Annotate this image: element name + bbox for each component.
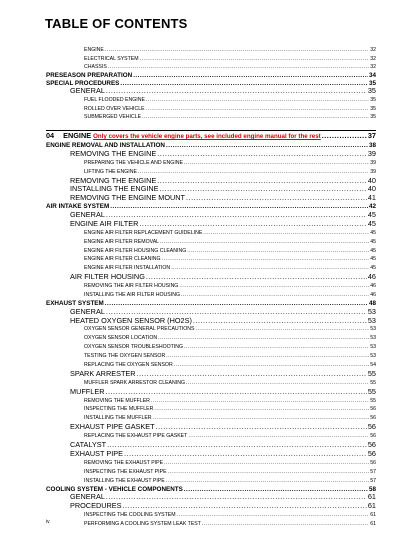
toc-entry-label: REMOVING THE MUFFLER — [84, 397, 150, 404]
toc-entry-page: 32 — [370, 55, 376, 62]
toc-entry-label: INSPECTING THE MUFFLER — [84, 406, 154, 413]
toc-entry-label: OXYGEN SENSOR TROUBLESHOOTING — [84, 344, 184, 351]
toc-entry-page: 61 — [370, 520, 376, 527]
toc-entry-label: PROCEDURES — [70, 502, 122, 511]
toc-entry-page: 53 — [370, 353, 376, 360]
toc-entry-page: 35 — [367, 87, 376, 96]
toc-entry-label: ELECTRICAL SYSTEM — [84, 55, 139, 62]
leader-dots — [124, 450, 367, 459]
toc-entry[interactable] — [46, 177, 376, 186]
toc-entry[interactable] — [46, 220, 376, 229]
toc-entry-label: REPLACING THE EXHAUST PIPE GASKET — [84, 433, 188, 440]
leader-dots — [168, 468, 370, 477]
toc-entry[interactable] — [46, 325, 376, 334]
toc-entry-page: 39 — [370, 168, 376, 175]
leader-dots — [160, 238, 369, 247]
toc-entry-label: ROLLED OVER VEHICLE — [84, 105, 145, 112]
toc-entry[interactable] — [46, 520, 376, 529]
toc-entry[interactable] — [46, 450, 376, 459]
toc-entry-page: 40 — [367, 176, 376, 185]
toc-entry-page: 35 — [370, 105, 376, 112]
toc-entry-label: AIR FILTER HOUSING — [70, 273, 145, 282]
toc-entry-page: 58 — [368, 485, 376, 493]
leader-dots — [105, 46, 369, 55]
toc-entry-label: ENGINE AIR FILTER REPLACEMENT GUIDELINE — [84, 229, 203, 236]
toc-entry[interactable] — [46, 168, 376, 177]
toc-entry[interactable] — [46, 423, 376, 432]
toc-entry[interactable] — [46, 150, 376, 159]
page-number-footer: iv — [46, 519, 50, 525]
toc-entry-label: ENGINE AIR FILTER — [70, 219, 139, 228]
toc-entry-label: MUFFLER — [70, 387, 105, 396]
toc-entry[interactable] — [46, 502, 376, 511]
toc-entry-label: TESTING THE OXYGEN SENSOR — [84, 353, 166, 360]
leader-dots — [166, 477, 370, 486]
toc-entry-label: ENGINE AIR FILTER HOUSING CLEANING — [84, 247, 187, 254]
toc-entry-page: 53 — [370, 326, 376, 333]
toc-entry-label: SUBMERGED VEHICLE — [84, 114, 142, 121]
toc-entry-label: REMOVING THE ENGINE — [70, 176, 157, 185]
toc-entry-label: INSTALLING THE EXHAUST PIPE — [84, 477, 165, 484]
toc-entry-label: REMOVING THE ENGINE MOUNT — [70, 194, 186, 203]
leader-dots — [142, 113, 369, 122]
toc-entry-page: 42 — [368, 203, 376, 211]
toc-entry[interactable] — [46, 211, 376, 220]
leader-dots — [188, 432, 369, 441]
toc-entry-page: 32 — [370, 64, 376, 71]
toc-entry[interactable] — [46, 308, 376, 317]
toc-entry-label: PREPARING THE VEHICLE AND ENGINE — [84, 159, 183, 166]
leader-dots — [160, 185, 367, 194]
toc-chapter-heading[interactable] — [46, 130, 376, 142]
chapter-divider — [46, 130, 376, 131]
toc-entry-page: 56 — [370, 406, 376, 413]
toc-entry[interactable] — [46, 317, 376, 326]
leader-dots — [184, 159, 369, 168]
toc-entry[interactable] — [46, 493, 376, 502]
leader-dots — [166, 142, 368, 150]
toc-entry[interactable] — [46, 343, 376, 352]
leader-dots — [177, 511, 370, 520]
toc-entry-label: SPECIAL PROCEDURES — [46, 79, 120, 87]
leader-dots — [186, 379, 369, 388]
toc-entry[interactable] — [46, 459, 376, 468]
leader-dots — [133, 72, 368, 80]
toc-entry-page: 53 — [370, 344, 376, 351]
toc-entry[interactable] — [46, 300, 376, 308]
leader-dots — [156, 423, 367, 432]
toc-entry-label: GENERAL — [70, 87, 105, 96]
toc-entry[interactable] — [46, 370, 376, 379]
leader-dots — [174, 361, 370, 370]
toc-entry-page: 56 — [367, 441, 376, 450]
toc-entry-label: OXYGEN SENSOR GENERAL PRECAUTIONS — [84, 326, 195, 333]
toc-entry-label: COOLING SYSTEM - VEHICLE COMPONENTS — [46, 485, 183, 493]
toc-entry[interactable] — [46, 511, 376, 520]
toc-entry-page: 56 — [370, 433, 376, 440]
toc-entry-label: MUFFLER SPARK ARRESTOR CLEANING — [84, 379, 185, 386]
toc-entry-page: 40 — [367, 185, 376, 194]
toc-entry[interactable] — [46, 229, 376, 238]
toc-entry[interactable] — [46, 105, 376, 114]
leader-dots — [158, 334, 369, 343]
toc-entry-page: 53 — [367, 316, 376, 325]
toc-entry[interactable] — [46, 194, 376, 203]
leader-dots — [184, 486, 368, 494]
leader-dots — [139, 220, 366, 229]
chapter-note: Only covers the vehicle engine parts, see included engine manual for the rest — [93, 133, 321, 141]
toc-entry-label: REMOVING THE ENGINE — [70, 149, 157, 158]
toc-entry-page: 35 — [370, 114, 376, 121]
chapter-number: 04 — [46, 131, 55, 141]
leader-dots — [105, 300, 368, 308]
toc-entry[interactable] — [46, 379, 376, 388]
toc-entry-page: 56 — [367, 449, 376, 458]
leader-dots — [151, 397, 369, 406]
toc-entry-page: 57 — [370, 468, 376, 475]
toc-entry-label: INSPECTING THE EXHAUST PIPE — [84, 468, 167, 475]
toc-entry-label: REMOVING THE AIR FILTER HOUSING — [84, 283, 179, 290]
toc-entry[interactable] — [46, 441, 376, 450]
toc-entry-page: 56 — [367, 423, 376, 432]
toc-entry-label: FUEL FLOODED ENGINE — [84, 97, 145, 104]
toc-entry-label: EXHAUST PIPE GASKET — [70, 423, 155, 432]
toc-entry-label: ENGINE AIR FILTER CLEANING — [84, 256, 161, 263]
toc-entry[interactable] — [46, 63, 376, 72]
chapter-page: 37 — [367, 131, 376, 141]
toc-entry-page: 54 — [370, 362, 376, 369]
toc-entry-page: 45 — [367, 219, 376, 228]
toc-entry[interactable] — [46, 238, 376, 247]
toc-entry-page: 56 — [370, 459, 376, 466]
leader-dots — [157, 177, 367, 186]
toc-entry[interactable] — [46, 388, 376, 397]
toc-entry[interactable] — [46, 46, 376, 55]
toc-entry-page: 48 — [368, 299, 376, 307]
leader-dots — [138, 168, 369, 177]
toc-entry-label: PERFORMING A COOLING SYSTEM LEAK TEST — [84, 520, 201, 527]
toc-entry[interactable] — [46, 247, 376, 256]
leader-dots — [107, 441, 367, 450]
toc-entry[interactable] — [46, 486, 376, 494]
toc-entry[interactable] — [46, 96, 376, 105]
toc-entry-label: SPARK ARRESTER — [70, 369, 136, 378]
toc-entry-label: CHASSIS — [84, 64, 107, 71]
toc-entry-label: INSTALLING THE ENGINE — [70, 185, 159, 194]
leader-dots — [106, 493, 367, 502]
toc-entry-page: 35 — [370, 97, 376, 104]
toc-entry[interactable] — [46, 142, 376, 150]
leader-dots — [193, 317, 367, 326]
toc-entry-page: 32 — [370, 47, 376, 53]
toc-entry-label: ENGINE AIR FILTER INSTALLATION — [84, 265, 171, 272]
leader-dots — [162, 255, 370, 264]
toc-entry-page: 45 — [370, 256, 376, 263]
leader-dots — [146, 105, 370, 114]
toc-entry-label: EXHAUST SYSTEM — [46, 299, 104, 307]
toc-entry-label: REPLACING THE OXYGEN SENSOR — [84, 362, 173, 369]
leader-dots — [202, 520, 369, 529]
toc-entry[interactable] — [46, 113, 376, 122]
toc-entry-page: 53 — [370, 335, 376, 342]
toc-entry-label: PRESEASON PREPARATION — [46, 71, 133, 79]
toc-entry-list — [46, 142, 376, 529]
leader-dots — [106, 87, 367, 96]
toc-entry[interactable] — [46, 432, 376, 441]
toc-entry[interactable] — [46, 264, 376, 273]
toc-entry-page: 57 — [370, 477, 376, 484]
toc-entry-label: INSTALLING THE MUFFLER — [84, 415, 152, 422]
toc-entry-page: 45 — [370, 229, 376, 236]
toc-entry-label: OXYGEN SENSOR LOCATION — [84, 335, 158, 342]
toc-entry[interactable] — [46, 468, 376, 477]
leader-dots — [106, 308, 367, 317]
toc-entry-page: 45 — [370, 238, 376, 245]
leader-dots — [187, 247, 369, 256]
toc-entry-page: 55 — [367, 369, 376, 378]
toc-entry[interactable] — [46, 414, 376, 423]
toc-entry-page: 55 — [370, 397, 376, 404]
leader-dots — [146, 273, 367, 282]
leader-dots — [108, 63, 369, 72]
toc-entry-page: 38 — [368, 142, 376, 150]
toc-entry-label: GENERAL — [70, 493, 105, 502]
toc-entry-page: 39 — [367, 149, 376, 158]
leader-dots — [140, 55, 370, 64]
toc-entry-label: GENERAL — [70, 307, 105, 316]
toc-entry-label: INSPECTING THE COOLING SYSTEM — [84, 512, 176, 519]
toc-entry-page: 45 — [367, 210, 376, 219]
leader-dots — [166, 352, 369, 361]
toc-entry[interactable] — [46, 334, 376, 343]
leader-dots — [184, 343, 369, 352]
toc-entry-label: LIFTING THE ENGINE — [84, 168, 137, 175]
leader-dots — [123, 502, 367, 511]
leader-dots — [153, 414, 370, 423]
toc-entry[interactable] — [46, 72, 376, 80]
toc-entry-label: EXHAUST PIPE — [70, 449, 123, 458]
toc-entry-label: ENGINE REMOVAL AND INSTALLATION — [46, 142, 165, 150]
toc-entry[interactable] — [46, 255, 376, 264]
toc-entry-page: 61 — [367, 493, 376, 502]
toc-entry-page: 41 — [367, 194, 376, 203]
toc-entry-page: 45 — [370, 265, 376, 272]
leader-dots — [179, 282, 369, 291]
toc-entry-page: 53 — [367, 307, 376, 316]
leader-dots — [146, 96, 369, 105]
leader-dots — [171, 264, 369, 273]
toc-entry-page: 45 — [370, 247, 376, 254]
toc-entry-label: AIR INTAKE SYSTEM — [46, 203, 110, 211]
leader-dots — [120, 80, 368, 88]
toc-entry[interactable] — [46, 80, 376, 88]
toc-entry[interactable] — [46, 282, 376, 291]
toc-entry-label: REMOVING THE EXHAUST PIPE — [84, 459, 164, 466]
toc-entry-page: 61 — [367, 502, 376, 511]
toc-entry[interactable] — [46, 397, 376, 406]
toc-entry[interactable] — [46, 273, 376, 282]
toc-entry-page: 35 — [368, 79, 376, 87]
toc-entry[interactable] — [46, 361, 376, 370]
toc-pre-chapter-list — [46, 46, 376, 122]
toc-entry[interactable] — [46, 477, 376, 486]
toc-entry-page: 61 — [370, 512, 376, 519]
toc-entry[interactable] — [46, 291, 376, 300]
leader-dots — [157, 150, 367, 159]
leader-dots — [186, 194, 367, 203]
toc-entry-label: INSTALLING THE AIR FILTER HOUSING — [84, 292, 180, 298]
toc-entry[interactable] — [46, 352, 376, 361]
toc-entry[interactable] — [46, 55, 376, 64]
toc-entry[interactable] — [46, 405, 376, 414]
toc-entry-page: 55 — [367, 387, 376, 396]
toc-entry[interactable] — [46, 159, 376, 168]
toc-entry-page: 46 — [370, 283, 376, 290]
leader-dots — [106, 211, 367, 220]
leader-dots — [105, 388, 366, 397]
leader-dots — [154, 405, 369, 414]
toc-entry-page: 55 — [370, 379, 376, 386]
toc-entry[interactable] — [46, 203, 376, 211]
toc-entry-label: GENERAL — [70, 210, 105, 219]
toc-entry-page: 39 — [370, 159, 376, 166]
leader-dots — [322, 130, 367, 142]
page-title: TABLE OF CONTENTS — [45, 16, 188, 31]
toc-entry-label: ENGINE — [84, 47, 104, 53]
toc-entry-label: HEATED OXYGEN SENSOR (HO2S) — [70, 316, 192, 325]
toc-entry-page: 34 — [368, 71, 376, 79]
toc-entry-page: 56 — [370, 415, 376, 422]
leader-dots — [110, 203, 368, 211]
toc-entry[interactable] — [46, 185, 376, 194]
toc-entry-label: CATALYST — [70, 441, 107, 450]
leader-dots — [181, 291, 369, 300]
toc-entry-page: 46 — [367, 273, 376, 282]
leader-dots — [137, 370, 367, 379]
toc-entry-label: ENGINE AIR FILTER REMOVAL — [84, 238, 160, 245]
table-of-contents — [46, 46, 376, 529]
chapter-label: ENGINE — [63, 131, 92, 141]
leader-dots — [196, 325, 370, 334]
toc-entry[interactable] — [46, 87, 376, 96]
toc-entry-page: 46 — [370, 292, 376, 298]
leader-dots — [203, 229, 369, 238]
leader-dots — [164, 459, 369, 468]
